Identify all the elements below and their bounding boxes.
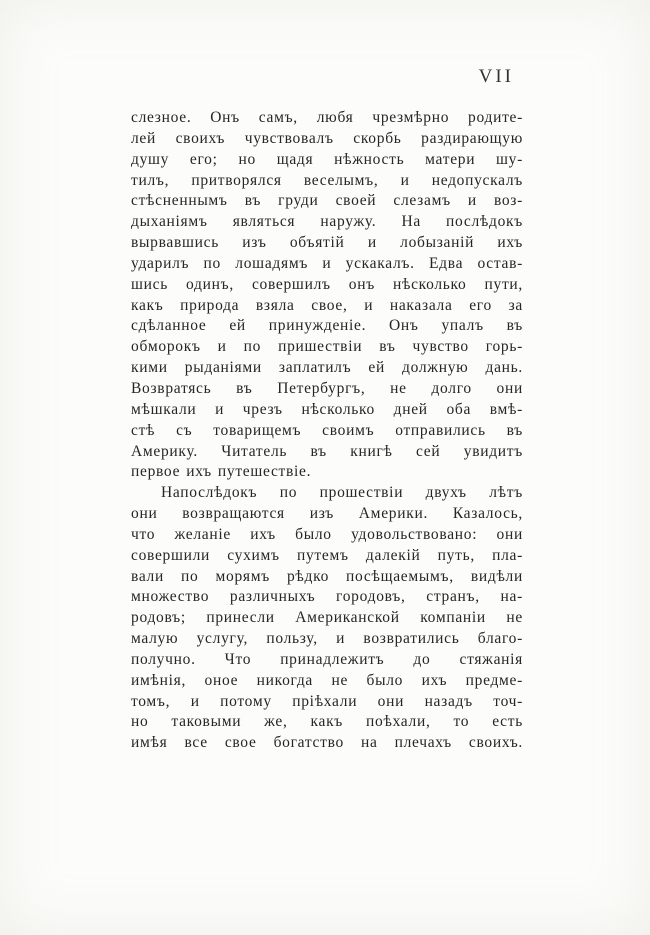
page-number: VII: [478, 66, 514, 87]
text-line: имѣнія, оное никогда не было ихъ предме-: [131, 671, 523, 689]
paragraph-1: [131, 108, 523, 483]
text-line: получно. Что принадлежитъ до стяжанія: [131, 650, 523, 668]
text-line: Напослѣдокъ по прошествіи двухъ лѣтъ: [161, 484, 523, 502]
text-line: дыханіямъ являться наружу. На послѣдокъ: [131, 213, 523, 231]
text-line: кими рыданіями заплатилъ ей должную дань.: [131, 359, 523, 377]
text-line: сдѣланное ей принужденіе. Онъ упалъ въ: [131, 317, 523, 335]
text-line: они возвращаются изъ Америки. Казалось,: [131, 505, 523, 523]
text-line: но таковыми же, какъ поѣхали, то есть: [131, 713, 523, 731]
text-line: Возвратясь въ Петербургъ, не долго они: [131, 379, 523, 397]
text-line: тилъ, притворялся веселымъ, и недопускалъ: [131, 171, 523, 189]
text-line: Америку. Читатель въ книгѣ сей увидитъ: [131, 442, 523, 460]
text-line: слезное. Онъ самъ, любя чрезмѣрно родите-: [131, 109, 523, 126]
text-line: душу его; но щадя нѣжность матери шу-: [131, 150, 523, 168]
text-line: обморокъ и по пришествіи въ чувство горь-: [131, 338, 523, 356]
text-line: стѣ съ товарищемъ своимъ отправились въ: [131, 421, 523, 439]
text-line: вырвавшись изъ объятій и лобызаній ихъ: [131, 234, 523, 252]
paragraph-2: [131, 483, 523, 754]
text-line: что желаніе ихъ было удовольствовано: они: [131, 525, 523, 543]
text-block: [131, 108, 523, 754]
text-line: родовъ; принесли Американской компаніи не: [131, 609, 523, 627]
text-line: малую услугу, пользу, и возвратились благо-: [131, 630, 523, 648]
text-line: стѣсненнымъ въ груди своей слезамъ и воз-: [131, 192, 523, 210]
text-line: томъ, и потому пріѣхали они назадъ точ-: [131, 692, 523, 710]
text-line: имѣя все свое богатство на плечахъ своихъ.: [131, 734, 523, 752]
text-line: мѣшкали и чрезъ нѣсколько дней оба вмѣ-: [131, 400, 523, 418]
text-line: какъ природа взяла свое, и наказала его за: [131, 296, 523, 314]
text-line: ударилъ по лошадямъ и ускакалъ. Едва остав-: [131, 254, 523, 272]
text-line: шись одинъ, совершилъ онъ нѣсколько пути,: [131, 275, 523, 293]
text-line: вали по морямъ рѣдко посѣщаемымъ, видѣли: [131, 567, 523, 585]
text-line: лей своихъ чувствовалъ скорбь раздирающую: [131, 129, 523, 147]
text-line: первое ихъ путешествіе.: [131, 463, 312, 481]
text-line: множество различныхъ городовъ, странъ, на-: [131, 588, 523, 606]
text-line: совершили сухимъ путемъ далекій путь, пла-: [131, 546, 523, 564]
